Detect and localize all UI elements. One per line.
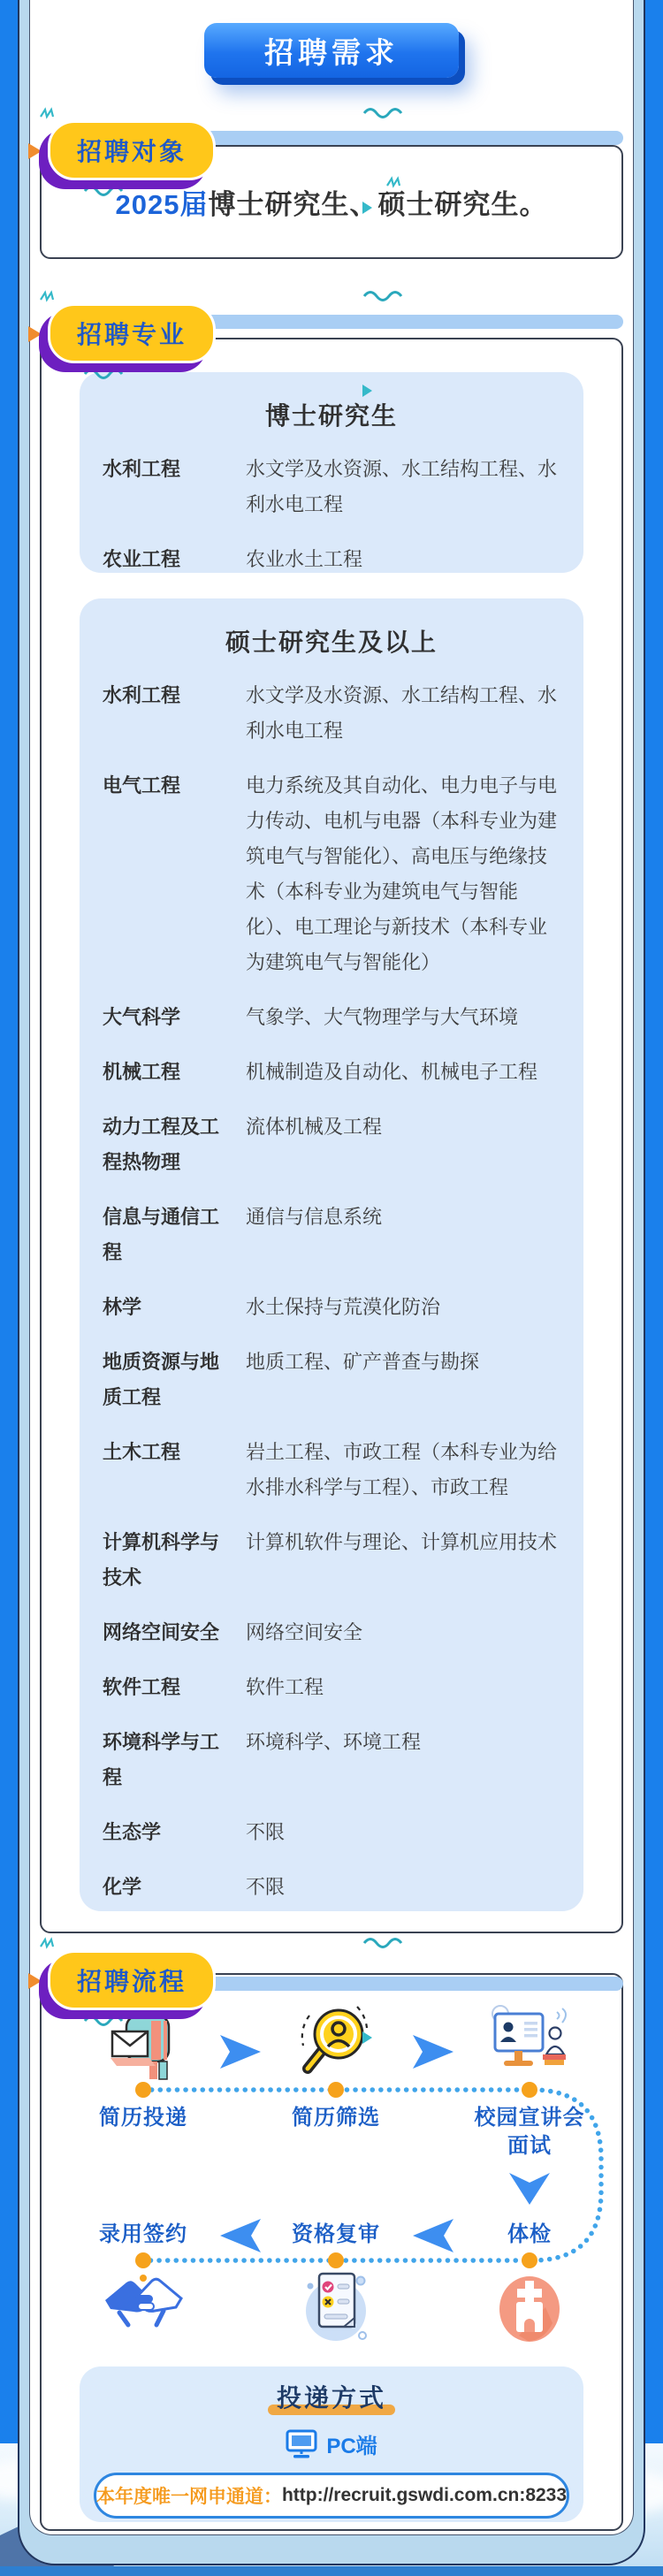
master-table-rows (103, 678, 560, 1905)
major-list: 地质工程、矿产普查与勘探 (246, 1351, 480, 1373)
major-list: 不限 (246, 1876, 286, 1898)
step-label: 简历筛选 (292, 2106, 380, 2130)
major-list: 水文学及水资源、水工结构工程、水利水电工程 (246, 458, 558, 515)
major-list: 网络空间安全 (246, 1621, 363, 1643)
major-row (103, 1109, 560, 1180)
target-badge: 招聘对象 (48, 120, 216, 180)
step-label: 简历投递 (99, 2106, 187, 2130)
major-field: 生态学 (103, 1821, 162, 1843)
squiggle-icon (385, 175, 408, 189)
major-field: 动力工程及工程热物理 (103, 1116, 220, 1173)
major-list: 通信与信息系统 (246, 1206, 383, 1228)
squiggle-icon (83, 367, 133, 379)
squiggle-icon (362, 1936, 412, 1948)
major-row (103, 1870, 560, 1905)
major-list: 电力系统及其自动化、电力电子与电力传动、电机与电器（本科专业为建筑电气与智能化）、高电压与绝缘技术（本科专业为建筑电气与智能化）、电工理论与新技术（本科专业为建筑电气与智能化） (246, 774, 558, 973)
major-field: 水利工程 (103, 684, 181, 706)
target-header (34, 120, 414, 200)
major-field: 机械工程 (103, 1061, 181, 1083)
process-card (40, 1973, 623, 2531)
url-text: http://recruit.gswdi.com.cn:8233 (281, 2485, 568, 2505)
major-field: 网络空间安全 (103, 1621, 220, 1643)
major-list: 岩土工程、市政工程（本科专业为给水排水科学与工程）、市政工程 (246, 1441, 558, 1498)
orange-triangle-icon (28, 1973, 42, 1989)
target-rest: 博士研究生、硕士研究生。 (208, 189, 548, 220)
major-field: 土木工程 (103, 1441, 181, 1463)
doctor-table (80, 372, 583, 573)
master-table-title: 硕士研究生及以上 (225, 629, 438, 656)
major-list: 流体机械及工程 (246, 1116, 383, 1138)
apply-url[interactable] (94, 2473, 569, 2519)
major-field: 农业工程 (103, 548, 181, 570)
arrow-right-icon (413, 2035, 453, 2069)
step-label: 资格复审 (292, 2222, 380, 2246)
major-list: 机械制造及自动化、机械电子工程 (246, 1061, 538, 1083)
major-field: 软件工程 (103, 1676, 181, 1698)
major-row (103, 768, 560, 980)
major-row (103, 678, 560, 749)
major-row (103, 1055, 560, 1090)
major-row (103, 542, 560, 573)
arrow-left-icon (413, 2219, 453, 2252)
major-list: 水土保持与荒漠化防治 (246, 1296, 441, 1318)
teal-triangle-icon (362, 385, 372, 397)
majors-card (40, 338, 623, 1933)
apply-title: 投递方式 (276, 2384, 386, 2412)
apply-section (80, 2366, 583, 2522)
squiggle-icon (83, 2014, 133, 2026)
squiggle-icon (39, 1936, 62, 1950)
major-list: 不限 (246, 1821, 286, 1843)
major-row (103, 1670, 560, 1705)
major-field: 化学 (103, 1876, 142, 1898)
campus-presentation-icon (488, 2003, 571, 2084)
step-label: 校园宣讲会面试 (474, 2106, 585, 2158)
doctor-table-title: 博士研究生 (264, 402, 398, 430)
teal-triangle-icon (362, 2031, 372, 2044)
target-highlight: 2025届 (115, 189, 209, 220)
majors-badge: 招聘专业 (48, 303, 216, 363)
handshake-icon (102, 2274, 185, 2336)
url-label: 本年度唯一网申通道： (95, 2487, 282, 2507)
major-row (103, 1725, 560, 1795)
arrow-right-icon (220, 2035, 261, 2069)
master-table (80, 598, 583, 1911)
squiggle-icon (39, 289, 62, 303)
step-label: 体检 (507, 2222, 552, 2246)
major-field: 林学 (103, 1296, 142, 1318)
recruitment-demand-button[interactable]: 招聘需求 (204, 23, 459, 78)
major-row (103, 1815, 560, 1850)
major-field: 信息与通信工程 (103, 1206, 220, 1263)
squiggle-icon (362, 289, 412, 301)
pc-label: PC端 (326, 2435, 377, 2458)
orange-triangle-icon (28, 143, 42, 159)
doctor-table-rows (103, 452, 560, 573)
checklist-icon (299, 2267, 373, 2352)
major-field: 计算机科学与技术 (103, 1531, 220, 1589)
major-list: 气象学、大气物理学与大气环境 (246, 1006, 519, 1028)
process-badge: 招聘流程 (48, 1950, 216, 2010)
major-row (103, 1345, 560, 1415)
teal-triangle-icon (362, 202, 372, 214)
arrow-left-icon (220, 2219, 261, 2252)
major-row (103, 1525, 560, 1596)
major-list: 农业水土工程 (246, 548, 363, 570)
major-list: 环境科学、环境工程 (246, 1731, 422, 1753)
step-label: 录用签约 (99, 2222, 187, 2246)
squiggle-icon (362, 106, 412, 118)
process-header (34, 1950, 414, 2030)
squiggle-icon (39, 106, 62, 120)
majors-header (34, 303, 414, 383)
monitor-icon (286, 2429, 317, 2458)
major-list: 计算机软件与理论、计算机应用技术 (246, 1531, 558, 1553)
major-row (103, 1000, 560, 1035)
major-field: 环境科学与工程 (103, 1731, 220, 1788)
major-field: 地质资源与地质工程 (103, 1351, 220, 1408)
major-row (103, 452, 560, 522)
medical-icon (492, 2268, 567, 2352)
orange-triangle-icon (28, 326, 42, 342)
pc-channel (80, 2428, 583, 2459)
major-field: 电气工程 (103, 774, 181, 796)
major-row (103, 1290, 560, 1325)
arrow-down-icon (509, 2173, 550, 2205)
major-row (103, 1435, 560, 1505)
major-list: 软件工程 (246, 1676, 324, 1698)
major-row (103, 1615, 560, 1650)
major-row (103, 1200, 560, 1270)
major-list: 水文学及水资源、水工结构工程、水利水电工程 (246, 684, 558, 742)
major-field: 水利工程 (103, 458, 181, 480)
major-field: 大气科学 (103, 1006, 181, 1028)
squiggle-icon (83, 184, 133, 196)
